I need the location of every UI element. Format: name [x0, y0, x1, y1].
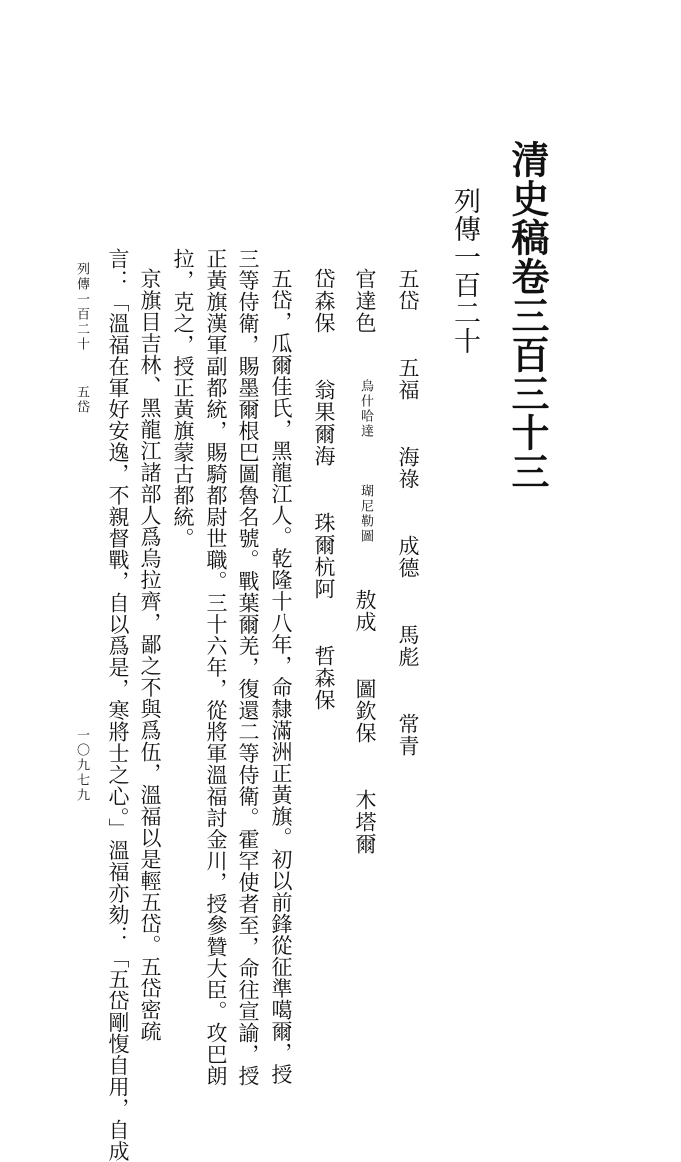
name-entry: 常青 [396, 713, 420, 757]
name-entry: 敖成 [353, 589, 377, 633]
biography-names-column-1 [397, 268, 418, 757]
name-entry: 木塔爾 [353, 789, 377, 855]
appended-name: 烏什哈達 [358, 379, 373, 439]
name-entry: 珠爾杭阿 [312, 512, 336, 600]
footer-subject: 五岱 [74, 385, 89, 415]
body-text-column: 京旗目吉林、黑龍江諸部人爲烏拉齊，鄙之不與爲伍，溫福以是輕五岱。五岱密疏 [138, 268, 162, 1042]
footer-chapter: 列傳一百二十 [74, 262, 89, 352]
book-title: 清史稿卷三百三十三 [505, 140, 550, 491]
body-text-column: 正黃旗漢軍副都統，賜騎都尉世職。三十六年，從將軍溫福討金川，授參贊大臣。攻巴朗 [204, 248, 228, 1087]
body-text-column: 言：「溫福在軍好安逸，不親督戰，自以爲是，寒將士之心。」溫福亦劾：「五岱剛愎自用，自成 [106, 248, 130, 1162]
name-entry: 馬彪 [396, 624, 420, 668]
running-footer [75, 262, 88, 415]
name-entry: 哲森保 [312, 645, 336, 711]
body-text-column: 五岱，瓜爾佳氏，黑龍江人。乾隆十八年，命隸滿洲正黃旗。初以前鋒從征準噶爾，授 [269, 268, 293, 1085]
name-entry: 五福 [396, 357, 420, 401]
name-entry: 成德 [396, 535, 420, 579]
name-entry: 海祿 [396, 446, 420, 490]
name-entry: 官達色 [353, 268, 377, 334]
body-text-column: 三等侍衛，賜墨爾根巴圖魯名號。戰葉爾羌，復還二等侍衛。霍罕使者至，命往宣諭，授 [236, 248, 260, 1087]
body-text-column: 拉，克之，授正黃旗蒙古都統。 [171, 248, 195, 549]
name-entry: 岱森保 [312, 268, 336, 334]
biography-names-column-3 [313, 268, 334, 711]
name-entry: 五岱 [396, 268, 420, 312]
page-number: 一〇九七九 [74, 728, 89, 803]
name-entry: 翁果爾海 [312, 379, 336, 467]
biography-names-column-2 [354, 268, 375, 855]
appended-name: 瑚尼勒圖 [358, 484, 373, 544]
chapter-heading: 列傳一百二十 [449, 187, 480, 355]
name-entry: 圖欽保 [353, 678, 377, 744]
